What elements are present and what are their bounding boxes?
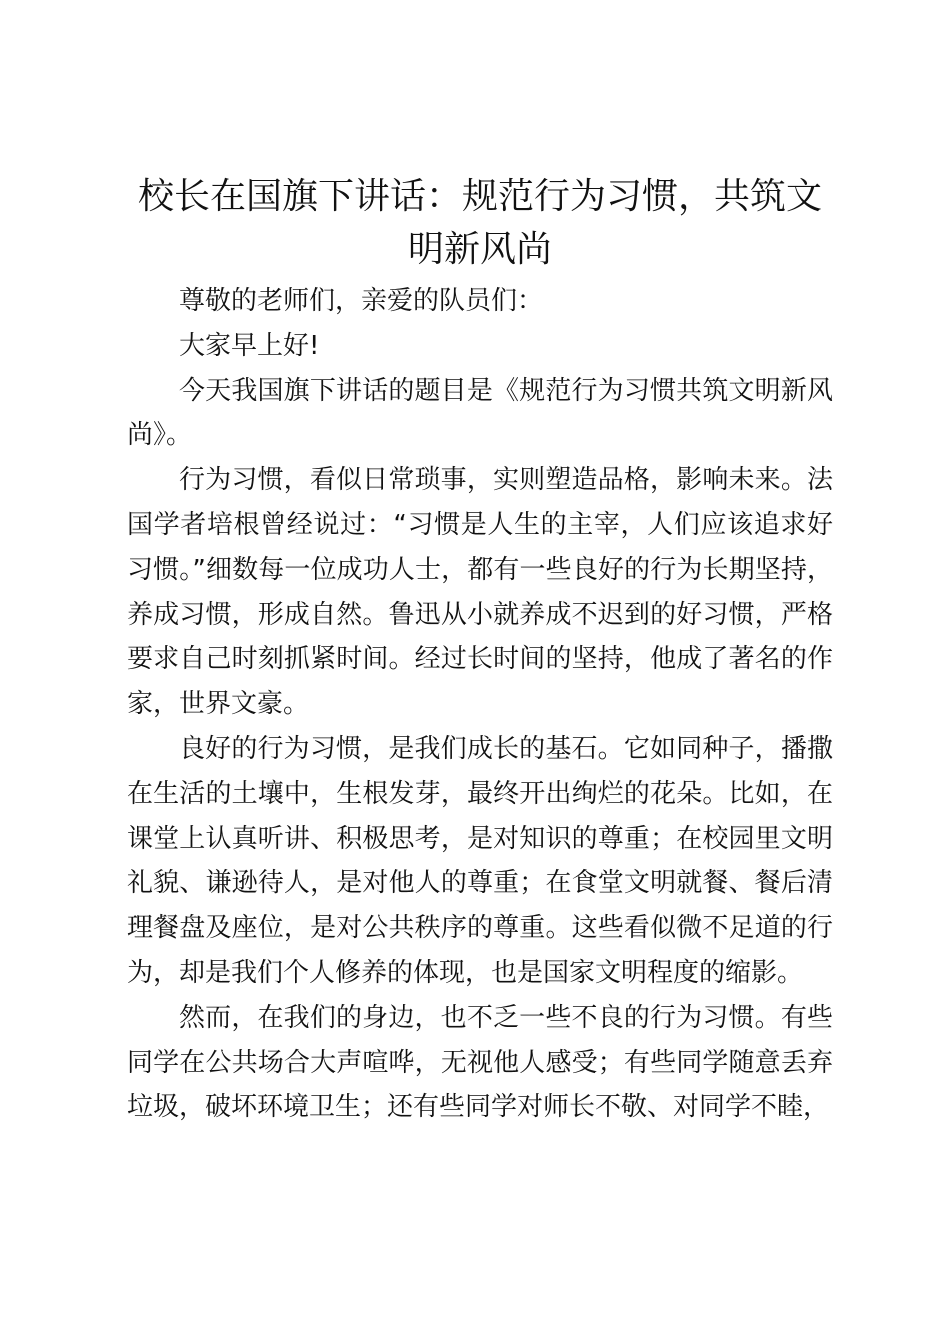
paragraph-greeting: 大家早上好! <box>179 330 320 361</box>
paragraph-salutation: 尊敬的老师们，亲爱的队员们： <box>179 286 544 316</box>
document-page <box>127 170 833 1130</box>
paragraph-bad-habits: 然而，在我们的身边，也不乏一些不良的行为习惯。有些同学在公共场合大声喧哗，无视他人感受；有些同学随意丢弃垃圾，破坏环境卫生；还有些同学对师长不敬、对同学不睦， <box>127 1002 833 1123</box>
document-body <box>127 279 833 1130</box>
paragraph-topic: 今天我国旗下讲话的题目是《规范行为习惯共筑文明新风尚》。 <box>127 375 833 451</box>
paragraph-foundation: 良好的行为习惯，是我们成长的基石。它如同种子，播撒在生活的土壤中，生根发芽，最终开出绚烂的花朵。比如，在课堂上认真听讲、积极思考，是对知识的尊重；在校园里文明礼貌、谦逊待人，是对他人的尊重；在食堂文明就餐、餐后清理餐盘及座位，是对公共秩序的尊重。这些看似微不足道的行为，却是我们个人修养的体现，也是国家文明程度的缩影。 <box>127 733 833 988</box>
paragraph-habits: 行为习惯，看似日常琐事，实则塑造品格，影响未来。法国学者培根曾经说过：“习惯是人生的主宰，人们应该追求好习惯。”细数每一位成功人士，都有一些良好的行为长期坚持，养成习惯，形成自然。鲁迅从小就养成不迟到的好习惯，严格要求自己时刻抓紧时间。经过长时间的坚持，他成了著名的作家，世界文豪。 <box>127 465 833 720</box>
document-title: 校长在国旗下讲话：规范行为习惯，共筑文明新风尚 <box>137 176 822 270</box>
